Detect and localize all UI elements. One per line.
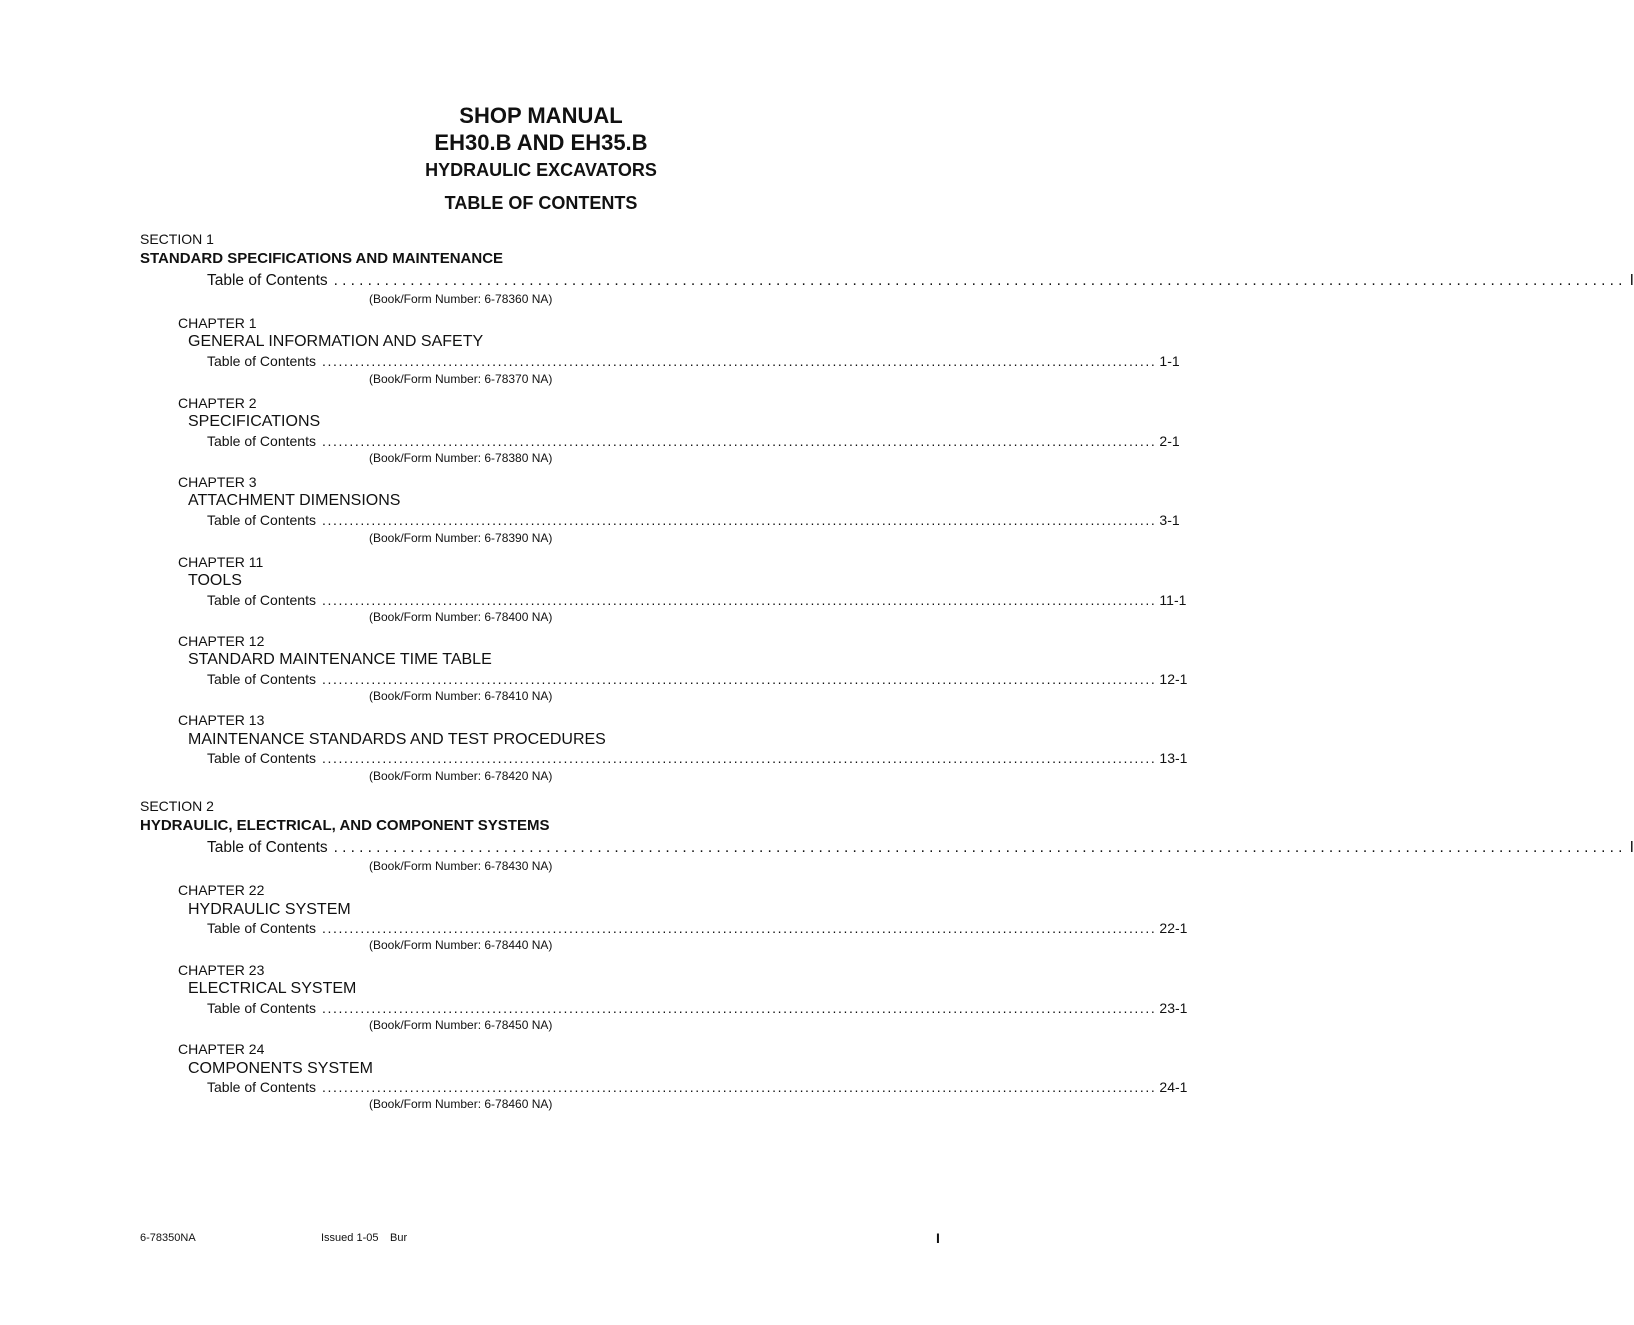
- chapter-label: CHAPTER 11: [178, 554, 264, 570]
- toc-heading: TABLE OF CONTENTS: [444, 193, 638, 213]
- chapter-title: MAINTENANCE STANDARDS AND TEST PROCEDURES: [188, 731, 606, 748]
- chapter-label: CHAPTER 13: [178, 712, 265, 728]
- toc-entry-label: Table of Contents: [207, 839, 328, 856]
- book-form-number: (Book/Form Number: 6-78380 NA): [369, 451, 553, 465]
- chapter-toc-entry[interactable]: [207, 1079, 1188, 1095]
- toc-entry-label: Table of Contents: [207, 1079, 316, 1095]
- toc-entry-page: 3-1: [1159, 512, 1180, 528]
- chapter-toc-entry[interactable]: [207, 671, 1188, 687]
- section-2-toc-entry[interactable]: [207, 839, 1634, 857]
- model-title: EH30.B AND EH35.B: [434, 130, 648, 155]
- chapter-title: HYDRAULIC SYSTEM: [188, 901, 351, 918]
- footer-doc-number: 6-78350NA: [140, 1232, 196, 1244]
- chapter-toc-entry[interactable]: [207, 512, 1180, 528]
- chapter-label: CHAPTER 24: [178, 1041, 265, 1057]
- book-form-number: (Book/Form Number: 6-78430 NA): [369, 859, 553, 873]
- chapter-title: ELECTRICAL SYSTEM: [188, 980, 357, 997]
- chapter-toc-entry[interactable]: [207, 920, 1188, 936]
- book-form-number: (Book/Form Number: 6-78400 NA): [369, 610, 553, 624]
- toc-entry-page: 22-1: [1159, 920, 1188, 936]
- toc-entry-label: Table of Contents: [207, 353, 316, 369]
- toc-entry-label: Table of Contents: [207, 512, 316, 528]
- chapter-toc-entry[interactable]: [207, 353, 1180, 369]
- dot-leader: ........................................................................................................................................................: [321, 671, 1157, 687]
- dot-leader: ........................................................................................................................................................: [321, 512, 1157, 528]
- toc-entry-label: Table of Contents: [207, 671, 316, 687]
- book-form-number: (Book/Form Number: 6-78420 NA): [369, 769, 553, 783]
- chapter-title: GENERAL INFORMATION AND SAFETY: [188, 333, 484, 350]
- chapter-label: CHAPTER 2: [178, 395, 257, 411]
- chapter-label: CHAPTER 3: [178, 474, 257, 490]
- chapter-toc-entry[interactable]: [207, 750, 1188, 766]
- manual-subtitle: HYDRAULIC EXCAVATORS: [425, 160, 657, 180]
- chapter-title: SPECIFICATIONS: [188, 413, 321, 430]
- dot-leader: ........................................................................................................................................................: [321, 1000, 1157, 1016]
- toc-entry-label: Table of Contents: [207, 750, 316, 766]
- dot-leader: ........................................................................................................................................................: [321, 750, 1157, 766]
- footer-page-number: I: [936, 1230, 940, 1246]
- toc-entry-page: 23-1: [1159, 1000, 1188, 1016]
- book-form-number: (Book/Form Number: 6-78440 NA): [369, 938, 553, 952]
- dot-leader: ........................................................................................................................................................: [333, 272, 1627, 289]
- toc-entry-page: 1-1: [1159, 353, 1180, 369]
- dot-leader: ........................................................................................................................................................: [333, 839, 1627, 856]
- book-form-number: (Book/Form Number: 6-78450 NA): [369, 1018, 553, 1032]
- section-1-toc-entry[interactable]: [207, 272, 1634, 290]
- toc-entry-label: Table of Contents: [207, 920, 316, 936]
- chapter-label: CHAPTER 23: [178, 962, 265, 978]
- dot-leader: ........................................................................................................................................................: [321, 592, 1157, 608]
- book-form-number: (Book/Form Number: 6-78360 NA): [369, 292, 553, 306]
- dot-leader: ........................................................................................................................................................: [321, 433, 1157, 449]
- toc-entry-page: 11-1: [1159, 592, 1187, 608]
- toc-entry-label: Table of Contents: [207, 433, 316, 449]
- section-2-title: HYDRAULIC, ELECTRICAL, AND COMPONENT SYSTEMS: [140, 817, 550, 834]
- book-form-number: (Book/Form Number: 6-78460 NA): [369, 1097, 553, 1111]
- book-form-number: (Book/Form Number: 6-78390 NA): [369, 531, 553, 545]
- section-1-title: STANDARD SPECIFICATIONS AND MAINTENANCE: [140, 250, 504, 267]
- chapter-title: COMPONENTS SYSTEM: [188, 1060, 373, 1077]
- toc-entry-label: Table of Contents: [207, 592, 316, 608]
- footer-issued: Issued 1-05: [321, 1232, 379, 1244]
- toc-entry-page: 2-1: [1159, 433, 1180, 449]
- toc-entry-page: 13-1: [1159, 750, 1188, 766]
- chapter-toc-entry[interactable]: [207, 592, 1187, 608]
- section-2-label: SECTION 2: [140, 798, 214, 814]
- toc-entry-page: I: [1629, 272, 1634, 289]
- toc-entry-page: 12-1: [1159, 671, 1188, 687]
- toc-entry-page: 24-1: [1159, 1079, 1188, 1095]
- toc-entry-label: Table of Contents: [207, 272, 328, 289]
- toc-entry-label: Table of Contents: [207, 1000, 316, 1016]
- chapter-label: CHAPTER 12: [178, 633, 265, 649]
- chapter-title: ATTACHMENT DIMENSIONS: [188, 492, 401, 509]
- chapter-title: TOOLS: [188, 572, 242, 589]
- footer-location: Bur: [390, 1232, 408, 1244]
- book-form-number: (Book/Form Number: 6-78410 NA): [369, 689, 553, 703]
- section-1-label: SECTION 1: [140, 231, 214, 247]
- dot-leader: ........................................................................................................................................................: [321, 1079, 1157, 1095]
- chapter-title: STANDARD MAINTENANCE TIME TABLE: [188, 651, 492, 668]
- chapter-label: CHAPTER 1: [178, 315, 257, 331]
- chapter-label: CHAPTER 22: [178, 882, 265, 898]
- book-form-number: (Book/Form Number: 6-78370 NA): [369, 372, 553, 386]
- toc-entry-page: I: [1629, 839, 1634, 856]
- chapter-toc-entry[interactable]: [207, 433, 1180, 449]
- manual-title: SHOP MANUAL: [459, 103, 623, 128]
- dot-leader: ........................................................................................................................................................: [321, 920, 1157, 936]
- chapter-toc-entry[interactable]: [207, 1000, 1188, 1016]
- dot-leader: ........................................................................................................................................................: [321, 353, 1157, 369]
